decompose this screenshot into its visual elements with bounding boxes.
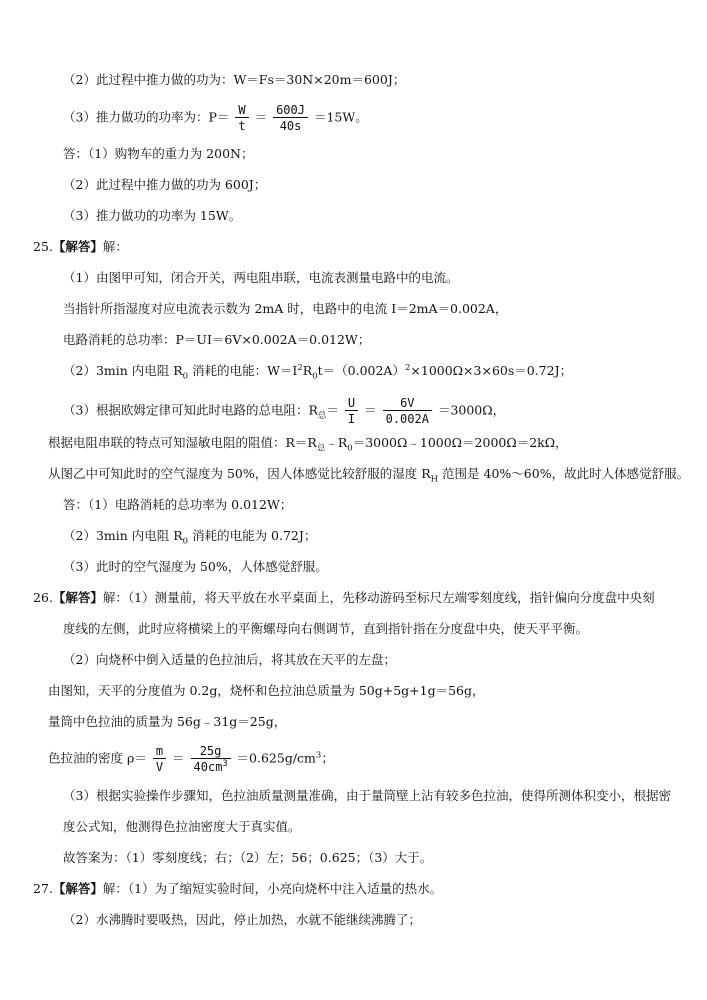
text-line [48, 683, 485, 699]
fraction-m-over-v [153, 745, 166, 773]
text-span: （2）3min 内电阻 R [63, 528, 183, 543]
text-span: 由图知，天平的分度值为 0.2g，烧杯和色拉油总质量为 50g+5g+1g＝56g， [48, 683, 485, 698]
text-span: （2）此过程中推力做的功为：W＝Fs＝30N×20m＝600J； [63, 72, 406, 87]
fraction-w-over-t [235, 104, 248, 132]
text-span: ＝ [326, 402, 339, 418]
text-span: ＝3000Ω， [437, 402, 506, 418]
text-span: （2）向烧杯中倒入适量的色拉油后，将其放在天平的左盘； [63, 652, 396, 667]
text-line-density-formula [48, 745, 334, 773]
fraction-denominator: 40s [279, 119, 302, 133]
text-span: （3）推力做功的功率为：P＝ [63, 109, 230, 125]
text-span: （2）3min 内电阻 R [63, 363, 183, 378]
text-span: R [302, 363, 313, 378]
text-span: （3）根据欧姆定律可知此时电路的总电阻：R [63, 402, 318, 418]
text-span: 度公式知，他测得色拉油密度大于真实值。 [63, 819, 301, 834]
subscript: 总 [316, 443, 326, 454]
text-line [63, 270, 458, 286]
fraction-denominator: 0.002A [385, 412, 429, 426]
answer-tag: 【解答】 [52, 881, 103, 896]
text-span: 根据电阻串联的特点可知湿敏电阻的阻值：R＝R [48, 435, 317, 450]
text-line [63, 819, 301, 835]
text-span: （3）此时的空气湿度为 50%，人体感觉舒服。 [63, 559, 328, 574]
text-span: 范围是 40%～60%，故此时人体感觉舒服。 [438, 466, 690, 481]
text-span: 度线的左侧，此时应将横梁上的平衡螺母向右侧调节，直到指针指在分度盘中央，使天平平衡。 [63, 621, 589, 636]
fraction-600j-over-40s [273, 104, 308, 132]
text-span: 量筒中色拉油的质量为 56g﹣31g＝25g， [48, 714, 287, 729]
fraction-denominator: V [155, 760, 164, 774]
text-span: 答：（1）电路消耗的总功率为 0.012W； [63, 497, 293, 512]
text-span: ﹣R [325, 435, 348, 450]
subscript: 0 [347, 443, 353, 454]
text-span: 从图乙中可知此时的空气湿度为 50%，因人体感觉比较舒服的湿度 R [48, 466, 431, 481]
text-span: 消耗的电能：W＝I [188, 363, 298, 378]
superscript: 3 [222, 759, 228, 769]
fraction-6v-over-current [383, 397, 432, 425]
text-line [63, 332, 370, 348]
text-span: 消耗的电能为 0.72J； [188, 528, 317, 543]
text-span: ＝3000Ω﹣1000Ω＝2000Ω＝2kΩ， [352, 435, 568, 450]
text-span: ； [321, 750, 334, 766]
text-line [48, 714, 286, 730]
text-line [63, 912, 421, 928]
text-span: 色拉油的密度 ρ＝ [48, 750, 147, 766]
fraction-denominator [191, 759, 231, 773]
text-span: ＝ [254, 109, 268, 125]
fraction-numerator: W [235, 104, 248, 118]
text-span: （1）由图甲可知，闭合开关，两电阻串联，电流表测量电路中的电流。 [63, 270, 459, 285]
fraction-numerator: m [153, 745, 166, 759]
subscript: 0 [182, 536, 189, 547]
question-27-heading [33, 881, 442, 897]
question-26-heading [33, 590, 655, 606]
text-line-answer-gravity [63, 146, 253, 162]
text-line [63, 621, 588, 637]
text-span: ＝ [364, 402, 377, 418]
text-line-work [63, 72, 405, 88]
text-span: 电路消耗的总功率：P＝UI＝6V×0.002A＝0.012W； [63, 332, 371, 347]
text-span: （2）此过程中推力做的功为 600J； [63, 177, 267, 192]
text-line [63, 788, 671, 804]
text-line-total-resistance [63, 397, 505, 425]
question-number: 26. [33, 590, 53, 605]
superscript: 3 [315, 750, 322, 761]
text-span: ×1000Ω×3×60s＝0.72J； [410, 363, 573, 378]
text-span: 当指针所指湿度对应电流表示数为 2mA 时，电路中的电流 I＝2mA＝0.002A， [63, 301, 508, 316]
text-span: 答：（1）购物车的重力为 200N； [63, 146, 254, 161]
text-span: 解：（1）为了缩短实验时间，小亮向烧杯中注入适量的热水。 [102, 881, 443, 896]
text-line [63, 652, 396, 668]
subscript: 0 [312, 371, 318, 382]
text-line-answer-work [63, 177, 266, 193]
subscript: 总 [317, 411, 327, 421]
superscript: 2 [404, 362, 411, 373]
text-span: 故答案为：（1）零刻度线；右；（2）左；56；0.625；（3）大于。 [63, 850, 433, 865]
text-line-humidity [48, 466, 690, 485]
text-span: ＝0.625g/cm [236, 750, 316, 766]
text-line [63, 301, 507, 317]
fraction-25g-over-volume [191, 745, 231, 773]
fraction-denominator: I [347, 412, 356, 426]
text-span: （2）水沸腾时要吸热，因此，停止加热，水就不能继续沸腾了； [63, 912, 421, 927]
subscript: 0 [182, 371, 189, 382]
text-span: ＝ [172, 750, 185, 766]
question-number: 25. [33, 239, 53, 254]
text-line [63, 497, 292, 513]
fraction-numerator: 6V [383, 397, 432, 411]
fraction-numerator: 600J [273, 104, 308, 118]
text-line [63, 528, 317, 547]
text-span: （3）根据实验操作步骤知，色拉油质量测量准确，由于量筒壁上沾有较多色拉油，使得所测体积变小，根据密 [63, 788, 671, 803]
text-span: （3）推力做功的功率为 15W。 [63, 208, 242, 223]
answer-tag: 【解答】 [52, 590, 103, 605]
fraction-denominator: t [238, 119, 246, 133]
fraction-numerator: 25g [191, 745, 231, 759]
text-span: t＝（0.002A） [317, 363, 405, 378]
text-line-final-answers [63, 850, 432, 866]
question-number: 27. [33, 881, 53, 896]
superscript: 2 [297, 362, 303, 373]
text-line-power-formula [63, 104, 368, 132]
subscript: H [430, 474, 439, 485]
text-line-series-resistance [48, 435, 568, 454]
text-span: 解： [102, 239, 128, 254]
text-span: 40cm [193, 760, 223, 774]
question-25-heading [33, 239, 128, 255]
text-span: 解：（1）测量前，将天平放在水平桌面上，先移动游码至标尺左端零刻度线，指针偏向分度盘中央刻 [102, 590, 655, 605]
text-line [63, 559, 328, 575]
fraction-numerator: U [345, 397, 358, 411]
text-line-energy [63, 362, 573, 382]
text-line-answer-power [63, 208, 241, 224]
answer-tag: 【解答】 [52, 239, 103, 254]
fraction-u-over-i [345, 397, 358, 425]
text-span: ＝15W。 [313, 109, 368, 125]
